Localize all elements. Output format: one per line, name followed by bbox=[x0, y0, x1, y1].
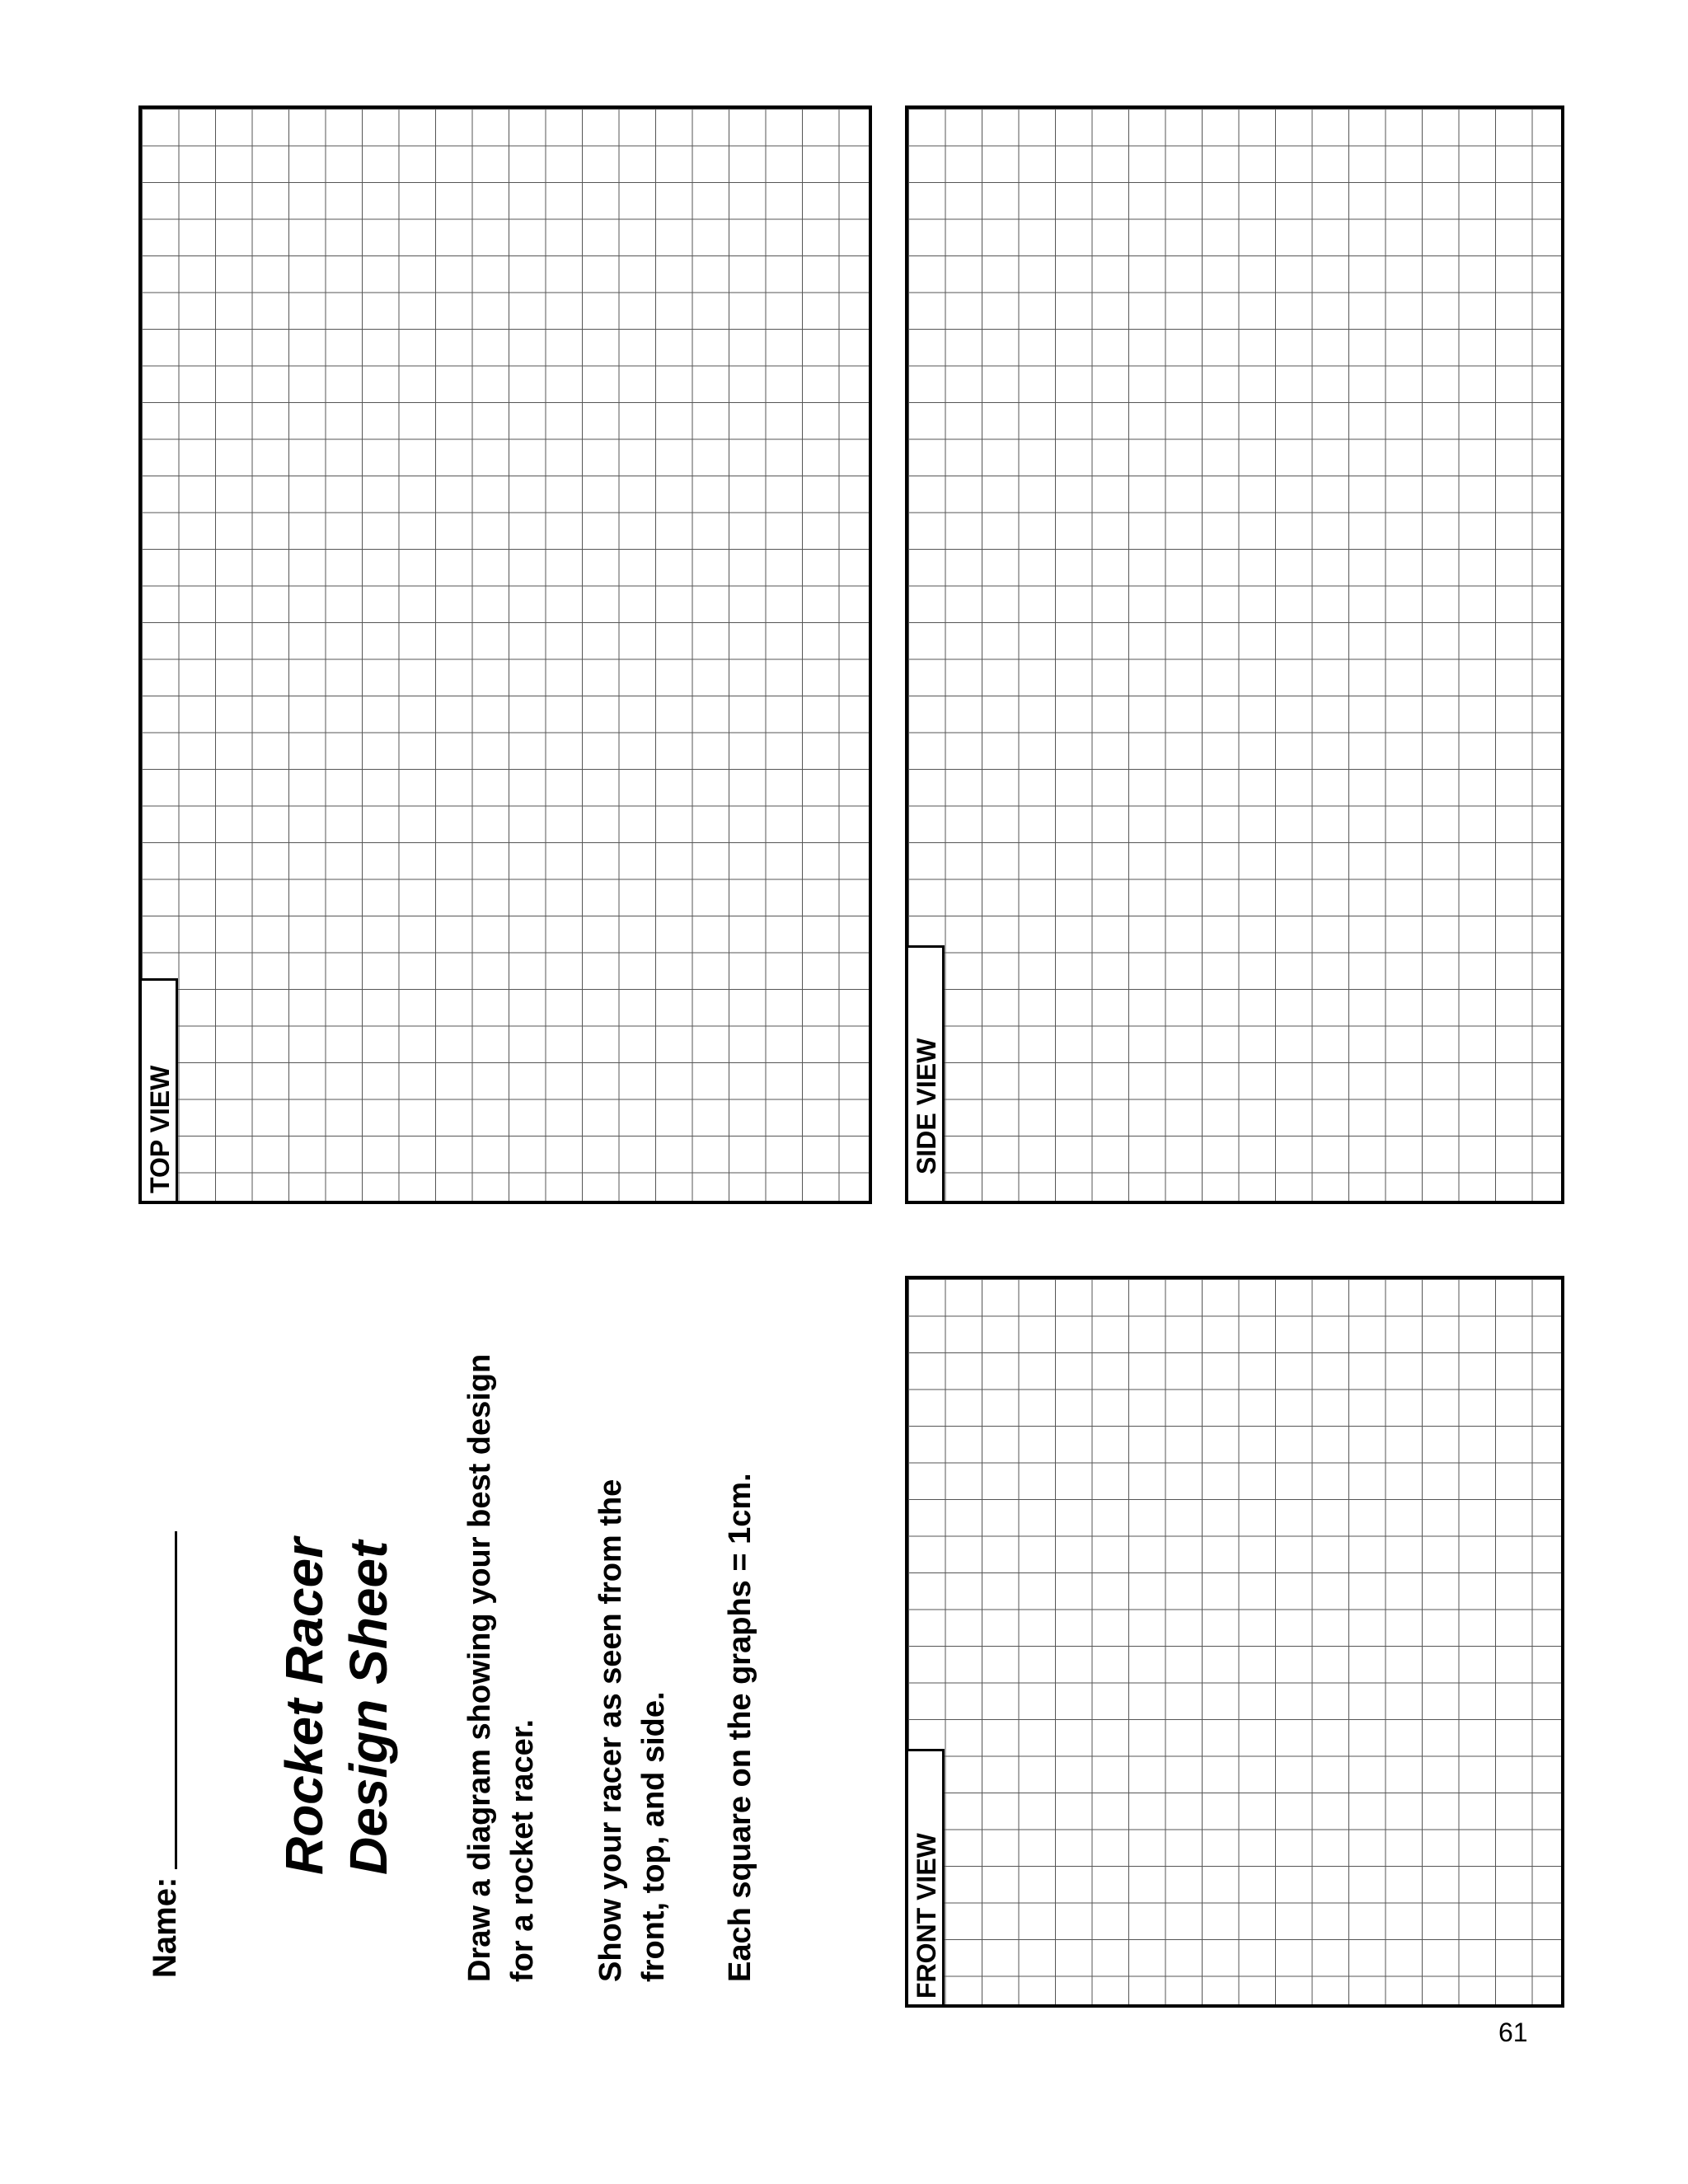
top-view-tab bbox=[142, 978, 178, 1201]
side-view-label: SIDE VIEW bbox=[912, 1038, 941, 1174]
front-view-grid[interactable] bbox=[905, 1276, 1564, 2008]
instruction-2 bbox=[589, 1479, 675, 1982]
side-view-tab bbox=[908, 945, 945, 1201]
name-line[interactable] bbox=[175, 1531, 177, 1869]
top-view-label: TOP VIEW bbox=[145, 1065, 175, 1193]
instruction-1 bbox=[458, 1354, 544, 1982]
title-line-2: Design Sheet bbox=[339, 1540, 398, 1875]
top-view-grid[interactable] bbox=[138, 105, 872, 1204]
side-view-grid[interactable] bbox=[905, 105, 1564, 1204]
instruction-3-line-1: Each square on the graphs = 1cm. bbox=[723, 1473, 757, 1982]
title-line-1: Rocket Racer bbox=[274, 1537, 334, 1875]
instruction-3 bbox=[719, 1473, 762, 1982]
instruction-2-line-1: Show your racer as seen from the bbox=[593, 1479, 628, 1982]
page-number: 61 bbox=[1498, 2018, 1528, 2047]
name-label: Name: bbox=[147, 1877, 183, 1978]
front-view-tab bbox=[908, 1749, 945, 2004]
instruction-2-line-2: front, top, and side. bbox=[636, 1691, 671, 1982]
front-view-label: FRONT VIEW bbox=[912, 1833, 941, 1999]
page-title bbox=[272, 1538, 401, 1875]
instruction-1-line-2: for a rocket racer. bbox=[505, 1719, 540, 1982]
instruction-1-line-1: Draw a diagram showing your best design bbox=[462, 1353, 497, 1982]
